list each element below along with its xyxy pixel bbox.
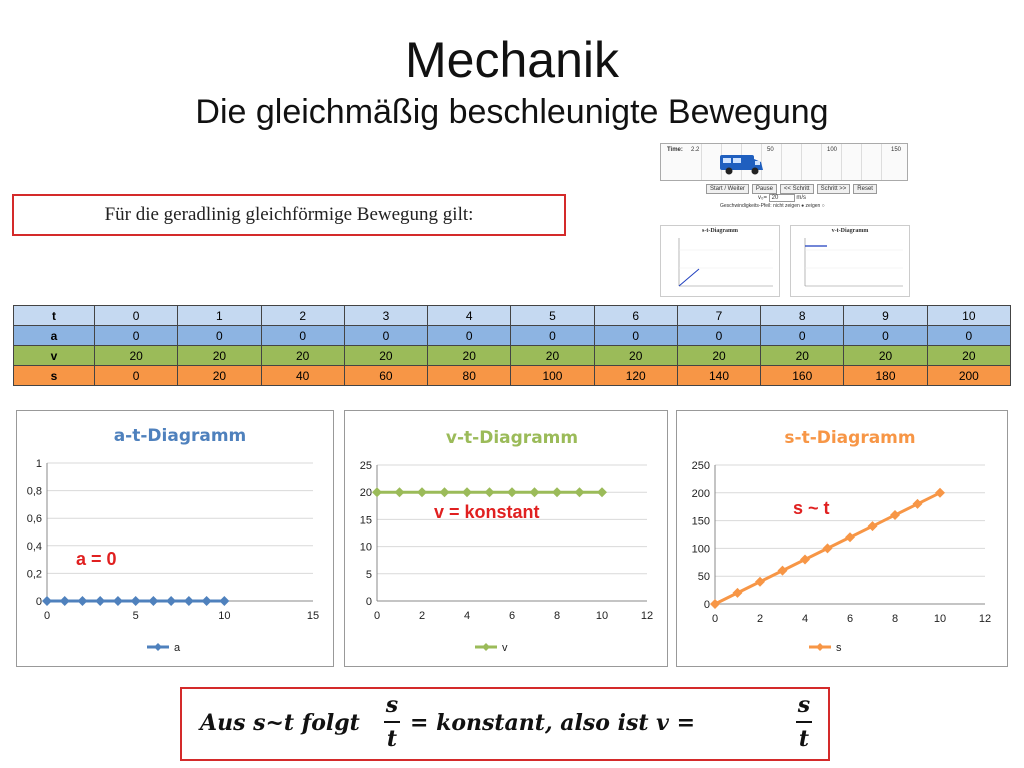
data-point [42, 596, 52, 606]
page-title: Mechanik [405, 32, 619, 88]
data-point [733, 588, 743, 598]
x-tick-label: 12 [978, 613, 992, 625]
at-chart [17, 411, 333, 666]
table-cell: 20 [178, 366, 261, 386]
table-cell: 0 [511, 326, 594, 346]
formula-box [180, 687, 830, 761]
formula-part2: = konstant, also ist v = [410, 710, 696, 736]
data-point [710, 599, 720, 609]
chart-title: a-t-Diagramm [113, 426, 247, 446]
data-point [823, 543, 833, 553]
table-cell: 10 [927, 306, 1010, 326]
data-point [184, 596, 194, 606]
table-cell: 160 [761, 366, 844, 386]
table-row [14, 366, 1011, 386]
table-row [14, 306, 1011, 326]
y-tick-label: 200 [691, 487, 710, 500]
table-cell: 0 [844, 326, 927, 346]
data-point [845, 532, 855, 542]
data-point [95, 596, 105, 606]
data-point [575, 487, 585, 497]
x-tick-label: 10 [933, 613, 947, 625]
formula-fraction [382, 691, 402, 753]
data-point [890, 510, 900, 520]
table-cell: 20 [261, 346, 344, 366]
data-point [131, 596, 141, 606]
x-tick-label: 12 [640, 610, 654, 622]
data-point [440, 487, 450, 497]
table-cell: 20 [178, 346, 261, 366]
data-point [800, 555, 810, 565]
table-cell: 0 [761, 326, 844, 346]
sim-arrow-option[interactable]: Geschwindigkeits-Pfeil: nicht zeigen ● zeigen ○ [720, 203, 825, 209]
x-tick-label: 6 [508, 610, 516, 622]
row-label: s [14, 366, 95, 386]
y-tick-label: 0,2 [26, 568, 42, 581]
y-tick-label: 250 [691, 460, 710, 472]
table-cell: 180 [844, 366, 927, 386]
table-cell: 7 [677, 306, 760, 326]
sim-reset-button[interactable]: Reset [853, 184, 877, 194]
table-row [14, 326, 1011, 346]
formula-denominator: t [386, 726, 398, 752]
data-point [372, 487, 382, 497]
data-point [148, 596, 158, 606]
table-cell: 20 [428, 346, 511, 366]
x-tick-label: 2 [756, 613, 764, 625]
chart-panel-at [16, 410, 334, 667]
sim-pause-button[interactable]: Pause [752, 184, 777, 194]
x-tick-label: 8 [553, 610, 561, 622]
sim-tick-label: 100 [827, 147, 838, 153]
sim-speed-unit: m/s [796, 195, 807, 201]
table-cell: 3 [344, 306, 427, 326]
info-box: Für die geradlinig gleichförmige Bewegung gilt: [12, 194, 566, 236]
table-cell: 0 [95, 306, 178, 326]
page-subtitle: Die gleichmäßig beschleunigte Bewegung [195, 93, 829, 131]
x-tick-label: 15 [306, 610, 320, 622]
data-point [60, 596, 70, 606]
table-cell: 20 [344, 346, 427, 366]
sim-time-value: 2.2 [691, 147, 700, 153]
mini-chart-st [660, 225, 780, 297]
table-cell: 8 [761, 306, 844, 326]
sim-time-label: Time: [667, 147, 683, 153]
table-cell: 20 [677, 346, 760, 366]
table-cell: 2 [261, 306, 344, 326]
data-point [868, 521, 878, 531]
sim-speed-field [758, 194, 806, 202]
legend-label: a [174, 642, 181, 654]
sim-tick-label: 50 [767, 147, 774, 153]
x-tick-label: 4 [801, 613, 809, 625]
y-tick-label: 20 [359, 487, 372, 500]
table-cell: 80 [428, 366, 511, 386]
legend-label: v [502, 642, 508, 654]
formula-fraction [794, 691, 814, 753]
y-tick-label: 15 [359, 514, 372, 527]
y-tick-label: 0,8 [26, 485, 42, 498]
table-cell: 0 [344, 326, 427, 346]
y-tick-label: 0 [703, 599, 710, 611]
x-tick-label: 6 [846, 613, 854, 625]
table-cell: 200 [927, 366, 1010, 386]
x-tick-label: 8 [891, 613, 899, 625]
sim-speed-input[interactable]: 20 [769, 194, 795, 202]
x-tick-label: 0 [43, 610, 51, 622]
legend-marker [816, 643, 824, 651]
formula-part1: Aus s~t folgt [200, 710, 360, 736]
st-chart [677, 411, 1007, 666]
chart-annotation: s ~ t [793, 498, 830, 518]
table-cell: 0 [677, 326, 760, 346]
value-table [13, 305, 1011, 386]
chart-annotation: a = 0 [76, 549, 117, 569]
table-cell: 100 [511, 366, 594, 386]
x-tick-label: 2 [418, 610, 426, 622]
table-cell: 20 [927, 346, 1010, 366]
y-tick-label: 1 [35, 458, 42, 470]
formula-numerator: s [797, 692, 811, 718]
table-cell: 0 [95, 366, 178, 386]
table-cell: 0 [178, 326, 261, 346]
table-cell: 0 [95, 326, 178, 346]
table-cell: 9 [844, 306, 927, 326]
table-cell: 1 [178, 306, 261, 326]
table-cell: 6 [594, 306, 677, 326]
table-cell: 0 [927, 326, 1010, 346]
simulation-thumbnail [660, 143, 910, 303]
data-point [77, 596, 87, 606]
data-point [462, 487, 472, 497]
sim-step-back-button[interactable]: << Schritt [780, 184, 814, 194]
chart-title: v-t-Diagramm [445, 428, 579, 448]
sim-speed-label: v₀= [758, 195, 767, 201]
x-tick-label: 0 [711, 613, 719, 625]
table-cell: 120 [594, 366, 677, 386]
x-tick-label: 5 [132, 610, 139, 622]
data-point [485, 487, 495, 497]
row-label: a [14, 326, 95, 346]
table-cell: 140 [677, 366, 760, 386]
table-cell: 20 [594, 346, 677, 366]
y-tick-label: 0,4 [26, 540, 42, 553]
sim-tick-label: 150 [891, 147, 902, 153]
data-point [913, 499, 923, 509]
chart-annotation: v = konstant [434, 502, 540, 522]
table-cell: 0 [261, 326, 344, 346]
table-cell: 20 [95, 346, 178, 366]
legend-label: s [836, 642, 842, 654]
table-cell: 0 [428, 326, 511, 346]
data-point [755, 577, 765, 587]
y-tick-label: 100 [691, 543, 710, 556]
x-tick-label: 10 [595, 610, 609, 622]
simulation-track [660, 143, 908, 181]
van-icon [719, 152, 765, 176]
data-point [935, 488, 945, 498]
table-cell: 40 [261, 366, 344, 386]
table-cell: 20 [761, 346, 844, 366]
data-point [417, 487, 427, 497]
data-point [113, 596, 123, 606]
formula-denominator: t [798, 726, 810, 752]
formula-numerator: s [385, 692, 399, 718]
data-point [597, 487, 607, 497]
legend-marker [154, 643, 162, 651]
data-point [778, 566, 788, 576]
chart-title: s-t-Diagramm [784, 428, 916, 448]
y-tick-label: 0 [35, 596, 42, 608]
y-tick-label: 0 [365, 596, 372, 608]
chart-panel-st [676, 410, 1008, 667]
sim-step-forward-button[interactable]: Schritt >> [817, 184, 851, 194]
table-cell: 4 [428, 306, 511, 326]
x-tick-label: 4 [463, 610, 471, 622]
row-label: t [14, 306, 95, 326]
table-cell: 20 [844, 346, 927, 366]
data-point [202, 596, 212, 606]
table-cell: 5 [511, 306, 594, 326]
mini-chart-title: s-t-Diagramm [702, 228, 738, 234]
table-cell: 20 [511, 346, 594, 366]
data-point [530, 487, 540, 497]
data-point [507, 487, 517, 497]
legend-marker [482, 643, 490, 651]
vt-chart [345, 411, 667, 666]
y-tick-label: 25 [359, 460, 372, 472]
data-point [395, 487, 405, 497]
sim-start-button[interactable]: Start / Weiter [706, 184, 749, 194]
y-tick-label: 10 [359, 541, 372, 554]
mini-chart-vt [790, 225, 910, 297]
x-tick-label: 0 [373, 610, 381, 622]
row-label: v [14, 346, 95, 366]
y-tick-label: 5 [365, 568, 372, 581]
data-point [166, 596, 176, 606]
mini-chart-title: v-t-Diagramm [831, 228, 869, 234]
data-point [552, 487, 562, 497]
table-cell: 0 [594, 326, 677, 346]
y-tick-label: 150 [691, 515, 710, 528]
table-cell: 60 [344, 366, 427, 386]
data-point [219, 596, 229, 606]
y-tick-label: 50 [697, 571, 710, 584]
chart-panel-vt [344, 410, 668, 667]
table-row [14, 346, 1011, 366]
x-tick-label: 10 [218, 610, 231, 622]
y-tick-label: 0,6 [26, 513, 42, 526]
